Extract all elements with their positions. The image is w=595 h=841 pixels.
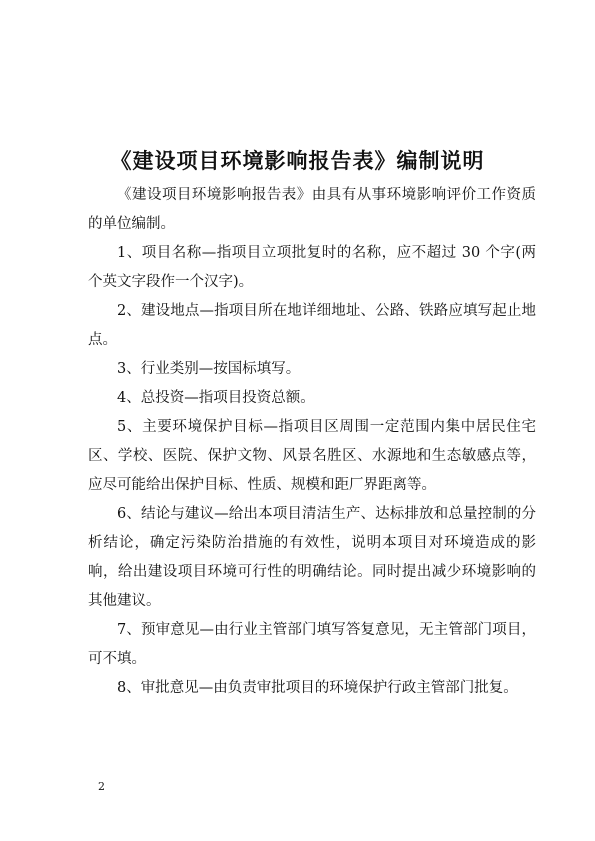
- item-project-name: 1、项目名称—指项目立项批复时的名称，应不超过 30 个字(两个英文字段作一个汉字)。: [88, 245, 536, 290]
- item-total-investment: 4、总投资—指项目投资总额。: [117, 390, 315, 406]
- item-protection-targets: 5、主要环境保护目标—指项目区周围一定范围内集中居民住宅区、学校、医院、保护文物、风景名胜区、水源地和生态敏感点等，应尽可能给出保护目标、性质、规模和距厂界距离等。: [88, 419, 536, 493]
- document-body: [88, 181, 536, 703]
- document-title: 《建设项目环境影响报告表》编制说明: [110, 148, 485, 173]
- item-preliminary-review: 7、预审意见—由行业主管部门填写答复意见，无主管部门项目，可不填。: [88, 622, 536, 667]
- item-industry-category: 3、行业类别—按国标填写。: [117, 361, 301, 377]
- item-conclusions-suggestions: 6、结论与建议—给出本项目清洁生产、达标排放和总量控制的分析结论，确定污染防治措施的有效性，说明本项目对环境造成的影响，给出建设项目环境可行性的明确结论。同时提出减少环境影响的其他建议。: [88, 506, 536, 609]
- intro-paragraph: 《建设项目环境影响报告表》由具有从事环境影响评价工作资质的单位编制。: [88, 187, 536, 232]
- item-approval-opinion: 8、审批意见—由负责审批项目的环境保护行政主管部门批复。: [117, 680, 518, 696]
- page-number: 2: [98, 780, 105, 793]
- item-construction-site: 2、建设地点—指项目所在地详细地址、公路、铁路应填写起止地点。: [88, 303, 536, 348]
